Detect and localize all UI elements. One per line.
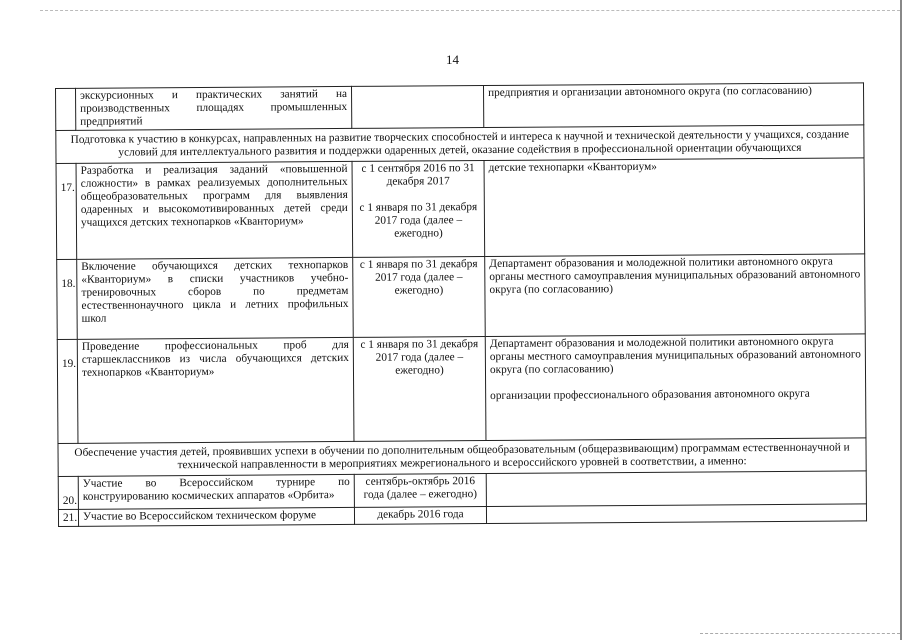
plan-table-wrapper <box>55 82 866 527</box>
row-number-cell: 19. <box>57 339 78 443</box>
activity-cell: Участие во Всероссийском техническом форуме <box>78 507 354 526</box>
page-number: 14 <box>446 52 459 67</box>
responsible-cell <box>486 504 866 524</box>
term-cell: с 1 января по 31 декабря 2017 года (далее – ежегодно) <box>353 257 486 338</box>
responsible-text: Департамент образования и молодежной политики автономного округа <box>489 335 834 350</box>
section-row <box>56 125 864 164</box>
table-row <box>57 254 866 340</box>
responsible-cell: детские технопарки «Кванториум» <box>484 158 865 257</box>
term-cell <box>351 86 483 129</box>
activity-cell: Проведение профессиональных проб для старшеклассников из числа обучающихся детских технопарков «Кванториум» <box>77 337 354 443</box>
activity-cell: Разработка и реализация заданий «повышенной сложности» в рамках реализуемых дополнительных общеобразовательных программ для выявления одаренных и высокомотивированных детей среди учащихся детских технопарков «Кванториум» <box>76 161 353 259</box>
table-row <box>56 158 865 260</box>
term-cell: с 1 января по 31 декабря 2017 года (далее – ежегодно) <box>353 337 486 442</box>
activity-cell: Участие во Всероссийском турнире по конструированию космических аппаратов «Орбита» <box>78 474 354 509</box>
responsible-cell <box>485 254 866 337</box>
responsible-text: организации профессионального образования автономного округа <box>490 387 810 402</box>
term-cell <box>352 161 485 258</box>
responsible-cell <box>486 471 866 507</box>
scan-edge-top <box>40 10 900 11</box>
responsible-cell <box>485 334 866 441</box>
row-number-cell: 21. <box>58 509 78 526</box>
row-number-cell: 20. <box>58 476 78 509</box>
scan-edge-bottom <box>700 633 900 634</box>
responsible-text: Департамент образования и молодежной политики автономного округа <box>489 255 833 270</box>
section-heading: Обеспечение участия детей, проявивших успехи в обучении по дополнительным общеобразовательным (общеразвивающим) программам естественнонаучной и технической направленности в мероприятиях межрегионального и всероссийского уровней в соответствии, а именно: <box>58 438 866 477</box>
responsible-text: органы местного самоуправления муниципальных образований автономного округа (по согласованию) <box>489 268 861 296</box>
row-number-cell <box>56 88 76 130</box>
plan-table <box>55 82 867 527</box>
responsible-text: органы местного самоуправления муниципальных образований автономного округа (по согласованию) <box>489 348 861 376</box>
term-text: с 1 января по 31 декабря 2017 года (далее – ежегодно) <box>359 201 478 240</box>
activity-cell: Включение обучающихся детских технопарков «Кванториум» в списки участников учебно-тренировочных сборов по предметам естественнонаучного цикла и летних профильных школ <box>77 257 354 339</box>
term-cell: декабрь 2016 года <box>354 506 486 524</box>
row-number-cell: 17. <box>56 163 77 259</box>
table-row <box>57 334 866 444</box>
responsible-cell: предприятия и организации автономного округа (по согласованию) <box>483 83 863 128</box>
section-heading: Подготовка к участию в конкурсах, направленных на развитие творческих способностей и интереса к научной и технической деятельности у учащихся, создание условий для интеллектуального развития и поддержки одаренных детей, оказание содействия в профессиональной ориентации обучающихся <box>56 125 864 164</box>
term-cell: сентябрь-октябрь 2016 года (далее – ежегодно) <box>354 473 486 507</box>
spacer <box>357 188 480 202</box>
activity-cell: экскурсионных и практических занятий на производственных площадях промышленных предприятий <box>76 86 352 130</box>
row-number-cell: 18. <box>57 259 78 339</box>
table-row <box>56 83 864 131</box>
term-text: с 1 сентября 2016 по 31 декабря 2017 <box>361 162 475 188</box>
scan-edge-right <box>900 0 902 640</box>
